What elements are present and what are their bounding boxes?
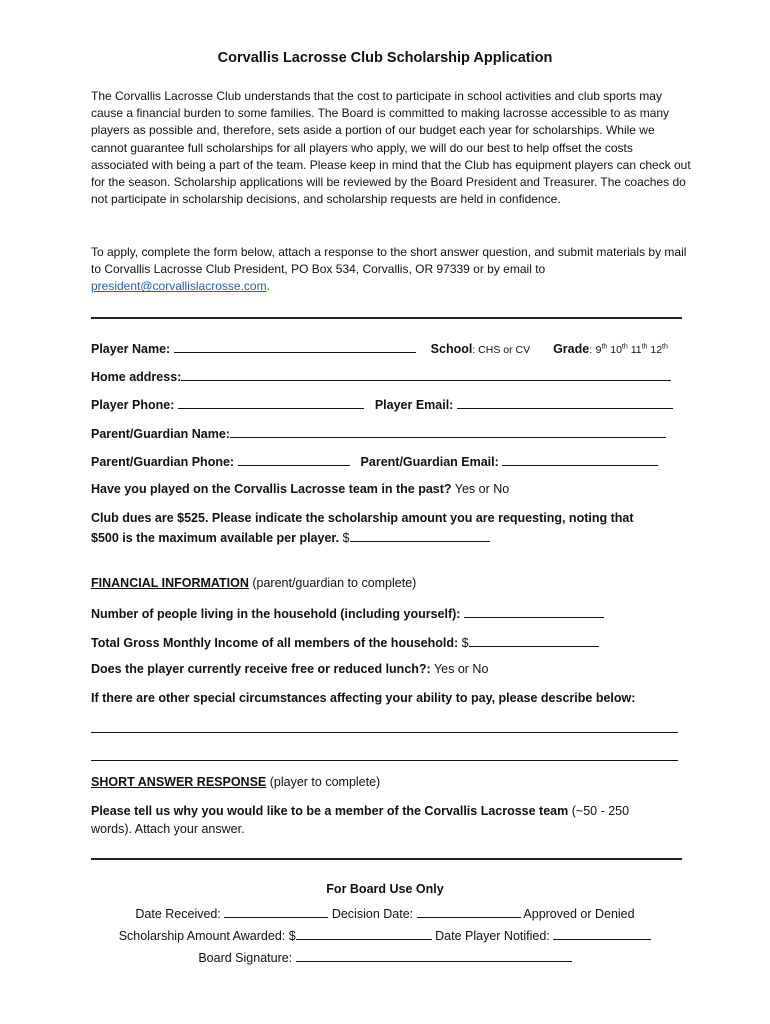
amount-awarded-label: Scholarship Amount Awarded: $ [118, 929, 296, 943]
guardian-email-label: Parent/Guardian Email: [360, 455, 499, 469]
financial-heading-row [91, 576, 416, 590]
home-address-field[interactable] [181, 368, 671, 381]
short-answer-attach: words). Attach your answer. [91, 822, 245, 836]
home-address-row [91, 368, 671, 384]
intro-paragraph: The Corvallis Lacrosse Club understands that the cost to participate in school activities and club sports may cause a financial burden to some families. The Board is committed to making lacrosse accessible to as many players as possible and, therefore, sets aside a portion of our budget each year for scholarships. While we cannot guarantee full scholarships for all players who apply, we will do our best to help offset the costs associated with being a part of the team. Please keep in mind that the Club has equipment players can check out for the season. Scholarship applications will be reviewed by the Board President and Treasurer. The coaches do not participate in scholarship decisions, and scholarship requests are held in confidence. [91, 89, 691, 207]
player-name-label: Player Name: [91, 342, 171, 356]
page-title: Corvallis Lacrosse Club Scholarship Application [217, 50, 553, 66]
short-answer-note: (player to complete) [269, 775, 381, 789]
decision-date-label: Decision Date: [331, 907, 414, 921]
player-name-field[interactable] [174, 340, 416, 353]
lunch-row [91, 662, 488, 676]
income-field[interactable] [469, 634, 599, 647]
board-signature-label: Board Signature: [198, 951, 293, 965]
date-received-field[interactable] [224, 905, 328, 918]
board-row-3 [0, 949, 770, 965]
grade-label: Grade [553, 342, 590, 356]
played-before-row [91, 482, 509, 496]
home-address-label: Home address: [91, 370, 182, 384]
scholarship-amount-field[interactable] [350, 529, 490, 542]
guardian-name-row [91, 425, 666, 441]
club-dues-line2: $500 is the maximum available per player. $ [91, 529, 490, 545]
short-answer-heading: SHORT ANSWER RESPONSE [91, 775, 267, 789]
played-before-options[interactable]: Yes or No [454, 482, 510, 496]
guardian-phone-field[interactable] [238, 453, 350, 466]
household-row [91, 605, 604, 621]
grade-11[interactable]: 11 [630, 344, 642, 356]
short-answer-prompt-row [91, 804, 629, 818]
board-row-2 [0, 927, 770, 943]
date-notified-field[interactable] [553, 927, 651, 940]
club-dues-max-text: $500 is the maximum available per player. [91, 531, 340, 545]
circumstances-line-2[interactable] [91, 760, 678, 761]
financial-heading: FINANCIAL INFORMATION [91, 576, 249, 590]
short-answer-heading-row [91, 775, 380, 789]
financial-note: (parent/guardian to complete) [252, 576, 417, 590]
circumstances-label: If there are other special circumstances affecting your ability to pay, please describe below: [91, 691, 636, 705]
date-notified-label: Date Player Notified: [435, 929, 550, 943]
guardian-phone-label: Parent/Guardian Phone: [91, 455, 235, 469]
player-contact-row [91, 396, 673, 412]
guardian-name-field[interactable] [230, 425, 666, 438]
president-email-link[interactable]: president@corvallislacrosse.com [91, 279, 267, 294]
household-field[interactable] [464, 605, 604, 618]
circumstances-line-1[interactable] [91, 732, 678, 733]
guardian-email-field[interactable] [502, 453, 658, 466]
board-heading: For Board Use Only [326, 882, 444, 896]
amount-awarded-field[interactable] [296, 927, 432, 940]
board-signature-field[interactable] [296, 949, 572, 962]
lunch-label: Does the player currently receive free or reduced lunch?: [91, 662, 431, 676]
apply-end: . [266, 279, 270, 294]
guardian-name-label: Parent/Guardian Name: [91, 427, 230, 441]
guardian-contact-row [91, 453, 658, 469]
club-dues-text: Club dues are $525. Please indicate the scholarship amount you are requesting, noting that [91, 511, 634, 525]
short-answer-prompt: Please tell us why you would like to be a member of the Corvallis Lacrosse team [91, 804, 569, 818]
grade-9[interactable]: 9 [595, 344, 602, 356]
grade-12[interactable]: 12 [650, 344, 663, 356]
player-phone-field[interactable] [178, 396, 364, 409]
grade-options: 9th 10th 11th 12th [595, 343, 668, 356]
played-before-question: Have you played on the Corvallis Lacrosse team in the past? [91, 482, 452, 496]
income-row: Total Gross Monthly Income of all members of the household: $ [91, 634, 599, 650]
decision-date-field[interactable] [417, 905, 521, 918]
approved-denied-label: Approved or Denied [523, 907, 635, 921]
short-answer-prompt-row-2 [91, 822, 245, 836]
short-answer-word-count: (~50 - 250 [571, 804, 630, 818]
school-options: : CHS or CV [472, 344, 531, 356]
income-label: Total Gross Monthly Income of all members of the household: [91, 636, 459, 650]
board-divider [91, 858, 682, 860]
grade-10[interactable]: 10 [610, 344, 622, 356]
section-divider [91, 317, 682, 319]
school-label: School [430, 342, 473, 356]
date-received-label: Date Received: [135, 907, 221, 921]
player-email-field[interactable] [457, 396, 673, 409]
lunch-options[interactable]: Yes or No [433, 662, 489, 676]
household-label: Number of people living in the household (including yourself): [91, 607, 461, 621]
player-phone-label: Player Phone: [91, 398, 175, 412]
circumstances-row [91, 691, 635, 705]
club-dues-line1 [91, 511, 634, 525]
apply-paragraph [91, 244, 691, 296]
apply-text: To apply, complete the form below, attach a response to the short answer question, and submit materials by mail to Corvallis Lacrosse Club President, PO Box 534, Corvallis, OR 97339 or by email to [91, 245, 687, 277]
board-row-1 [0, 905, 770, 921]
player-name-row: Player Name: School: CHS or CV Grade: 9th 10th 11th 12th [91, 342, 668, 356]
player-email-label: Player Email: [374, 398, 454, 412]
